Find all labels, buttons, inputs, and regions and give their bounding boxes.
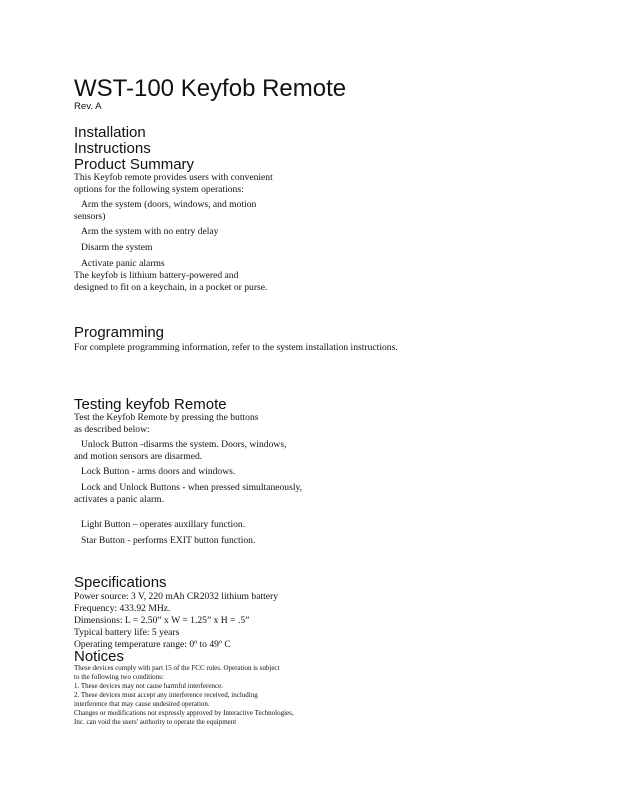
installation-heading-line1: Installation (74, 124, 146, 141)
notice-line-7: Inc. can void the users' authority to operate the equipment (74, 718, 237, 726)
notice-line-6: Changes or modifications not expressly approved by Interactive Technologies, (74, 709, 294, 717)
notice-line-3: 1. These devices may not cause harmful interference. (74, 682, 223, 690)
summary-intro-line1: This Keyfob remote provides users with convenient (74, 172, 273, 183)
spec-frequency: Frequency: 433.92 MHz. (74, 603, 171, 614)
programming-text: For complete programming information, refer to the system installation instructions. (74, 342, 398, 353)
testing-intro-line2: as described below: (74, 424, 150, 435)
star-button-item: Star Button - performs EXIT button function. (81, 535, 256, 546)
summary-outro-line1: The keyfob is lithium battery-powered and (74, 270, 239, 281)
spec-power-source: Power source: 3 V, 220 mAh CR2032 lithium battery (74, 591, 279, 602)
notice-line-2: to the following two conditions: (74, 673, 164, 681)
summary-intro-line2: options for the following system operations: (74, 184, 244, 195)
revision-label: Rev. A (74, 101, 102, 112)
notice-line-1: These devices comply with part 15 of the FCC rules. Operation is subject (74, 664, 280, 672)
testing-intro-line1: Test the Keyfob Remote by pressing the buttons (74, 412, 259, 423)
operation-item-panic: Activate panic alarms (81, 258, 165, 269)
spec-dimensions: Dimensions: L = 2.50” x W = 1.25” x H = .5” (74, 615, 250, 626)
spec-battery-life: Typical battery life: 5 years (74, 627, 180, 638)
lock-unlock-item-cont: activates a panic alarm. (74, 494, 165, 505)
operation-item-no-delay: Arm the system with no entry delay (81, 226, 219, 237)
operation-item-arm-cont: sensors) (74, 211, 106, 222)
lock-unlock-item: Lock and Unlock Buttons - when pressed simultaneously, (81, 482, 303, 493)
lock-button-item: Lock Button - arms doors and windows. (81, 466, 236, 477)
spec-operating-temperature: Operating temperature range: 0º to 49º C (74, 639, 231, 650)
unlock-button-item-cont: and motion sensors are disarmed. (74, 451, 203, 462)
light-button-item: Light Button – operates auxillary function. (81, 519, 246, 530)
operation-item-arm: Arm the system (doors, windows, and motion (81, 199, 257, 210)
notice-line-4: 2. These devices must accept any interference received, including (74, 691, 258, 699)
product-summary-heading: Product Summary (74, 156, 195, 173)
testing-heading: Testing keyfob Remote (74, 396, 227, 413)
installation-heading-line2: Instructions (74, 140, 151, 157)
unlock-button-item: Unlock Button -disarms the system. Doors, windows, (81, 439, 287, 450)
specifications-heading: Specifications (74, 574, 167, 591)
summary-outro-line2: designed to fit on a keychain, in a pocket or purse. (74, 282, 268, 293)
notice-line-5: interference that may cause undesired operation. (74, 700, 210, 708)
programming-heading: Programming (74, 324, 165, 341)
operation-item-disarm: Disarm the system (81, 242, 153, 253)
notices-heading: Notices (74, 648, 125, 665)
document-title: WST-100 Keyfob Remote (74, 75, 347, 102)
